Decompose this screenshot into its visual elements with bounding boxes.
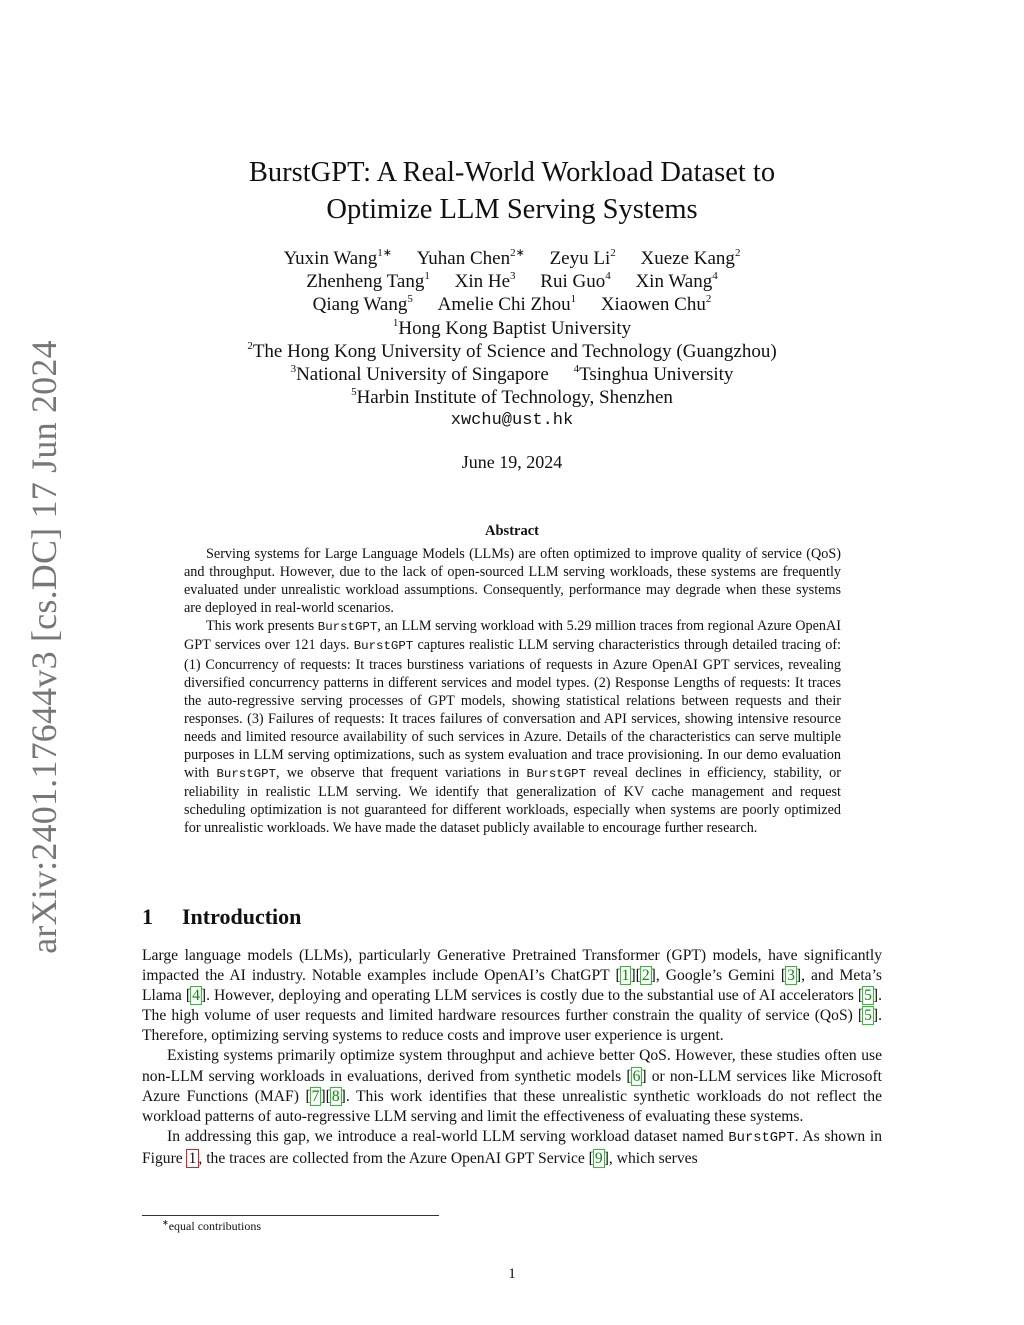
author-line-3: [0, 293, 1024, 316]
abstract-paragraph-1: Serving systems for Large Language Models (LLMs) are often optimized to improve quality of service (QoS) and throughput. However, due to the lack of open-sourced LLM serving workloads, these systems are frequently evaluated under unrealistic workload assumptions. Consequently, performance may degrade when these systems are deployed in real-world scenarios.: [184, 546, 841, 617]
author: Xiaowen Chu$^2$: [600, 293, 712, 316]
author: Zeyu Li$^2$: [549, 247, 616, 269]
publication-date: June 19, 2024: [461, 452, 563, 472]
citation-link[interactable]: 1: [621, 967, 630, 985]
citation-link[interactable]: 5: [864, 987, 872, 1005]
author: Yuhan Chen$^{2∗}$: [416, 247, 525, 269]
author-block: [0, 247, 1024, 433]
author: Xin He$^3$: [454, 270, 516, 293]
dataset-name-code: BurstGPT: [216, 767, 276, 782]
affiliation: $^2$The Hong Kong University of Science and Technology (Guangzhou): [247, 339, 777, 362]
section-number: 1: [142, 904, 153, 929]
author: Qiang Wang$^5$: [312, 293, 413, 316]
arxiv-identifier-text: arXiv:2401.17644v3 [cs.DC] 17 Jun 2024: [24, 340, 64, 954]
dataset-name-code: BurstGPT: [526, 767, 587, 782]
section-title: Introduction: [182, 904, 302, 929]
author: Amelie Chi Zhou$^1$: [437, 293, 577, 316]
dataset-name-code: BurstGPT: [353, 639, 414, 654]
introduction-body: [142, 946, 882, 1169]
author: Rui Guo$^4$: [540, 270, 611, 293]
dataset-name-code: BurstGPT: [728, 1130, 795, 1146]
footnote: [162, 1219, 261, 1234]
contact-email[interactable]: xwchu@ust.hk: [450, 411, 574, 431]
author-line-1: [0, 247, 1024, 270]
abstract-body: [184, 545, 841, 838]
citation-link[interactable]: 2: [641, 967, 650, 985]
citation-link[interactable]: 5: [864, 1007, 872, 1025]
paper-title: [0, 154, 1024, 228]
citation-link[interactable]: 4: [192, 987, 200, 1005]
author: Yuxin Wang$^{1∗}$: [283, 247, 392, 269]
paper-title-line-2: Optimize LLM Serving Systems: [326, 194, 698, 225]
affiliation-item: $^4$Tsinghua University: [573, 363, 734, 386]
affiliation: $^5$Harbin Institute of Technology, Shenzhen: [351, 386, 673, 409]
footnote-mark: ∗: [162, 1218, 169, 1227]
author-line-2: [0, 270, 1024, 293]
intro-paragraph-1: Large language models (LLMs), particularly Generative Pretrained Transformer (GPT) models, have significantly impacted the AI industry. Notable examples include OpenAI’s ChatGPT [1][2], Google’s Gemini [3], and Meta’s Llama [4]. However, deploying and operating LLM services is costly due to the substantial use of AI accelerators [5]. The high volume of user requests and limited hardware resources further constrain the quality of service (QoS) [5]. Therefore, optimizing serving systems to reduce costs and improve user experience is urgent.: [142, 947, 883, 1045]
citation-link[interactable]: 6: [632, 1067, 641, 1085]
affiliation-item: $^3$National University of Singapore: [290, 363, 549, 386]
dataset-name-code: BurstGPT: [317, 620, 378, 635]
affiliation: $^1$Hong Kong Baptist University: [392, 316, 632, 339]
footnote-text: equal contributions: [168, 1219, 262, 1233]
citation-link[interactable]: 9: [594, 1149, 603, 1167]
paper-title-line-1: BurstGPT: A Real-World Workload Dataset to: [248, 157, 776, 188]
citation-link[interactable]: 3: [787, 967, 795, 985]
author: Xueze Kang$^2$: [640, 247, 741, 269]
figure-reference-link[interactable]: 1: [188, 1149, 197, 1167]
abstract-heading: Abstract: [485, 523, 539, 539]
affiliation: [0, 363, 1024, 386]
citation-link[interactable]: 8: [331, 1087, 340, 1105]
footnote-divider: [142, 1215, 439, 1216]
citation-link[interactable]: 7: [311, 1087, 320, 1105]
intro-paragraph-2: Existing systems primarily optimize system throughput and achieve better QoS. However, these studies often use non-LLM serving workloads in evaluations, derived from synthetic models [6] or non-LLM services like Microsoft Azure Functions (MAF) [7][8]. This work identifies that these unrealistic synthetic workloads do not reflect the workload patterns of auto-regressive LLM serving and limit the effectiveness of evaluating these systems.: [142, 1047, 883, 1125]
section-heading-introduction: [142, 904, 301, 930]
page-number: 1: [508, 1266, 516, 1282]
arxiv-identifier-stamp: [18, 340, 70, 954]
author: Zhenheng Tang$^1$: [306, 270, 430, 293]
author: Xin Wang$^4$: [635, 270, 718, 293]
abstract-paragraph-2: This work presents BurstGPT, an LLM serving workload with 5.29 million traces from regional Azure OpenAI GPT services over 121 days. BurstGPT captures realistic LLM serving characteristics through detailed tracing of: (1) Concurrency of requests: It traces burstiness variations of requests in Azure OpenAI GPT services, revealing diversified concurrency patterns in different services and model types. (2) Response Lengths of requests: It traces the auto-regressive serving processes of GPT models, showing statistical relations between requests and their responses. (3) Failures of requests: It traces failures of conversation and API services, showing intensive resource needs and limited resource availability of such services in Azure. Details of the characteristics can serve multiple purposes in LLM serving optimizations, such as system evaluation and trace provisioning. In our demo evaluation with BurstGPT, we observe that frequent variations in BurstGPT reveal declines in efficiency, stability, or reliability in realistic LLM serving. We identify that generalization of KV cache management and request scheduling optimization is not guaranteed for different workloads, especially when systems are poorly optimized for unrealistic workloads. We have made the dataset publicly available to encourage further research.: [184, 618, 841, 837]
intro-paragraph-3: In addressing this gap, we introduce a real-world LLM serving workload dataset named BurstGPT. As shown in Figure 1 , the traces are collected from the Azure OpenAI GPT Service [9], which serves: [142, 1127, 882, 1167]
